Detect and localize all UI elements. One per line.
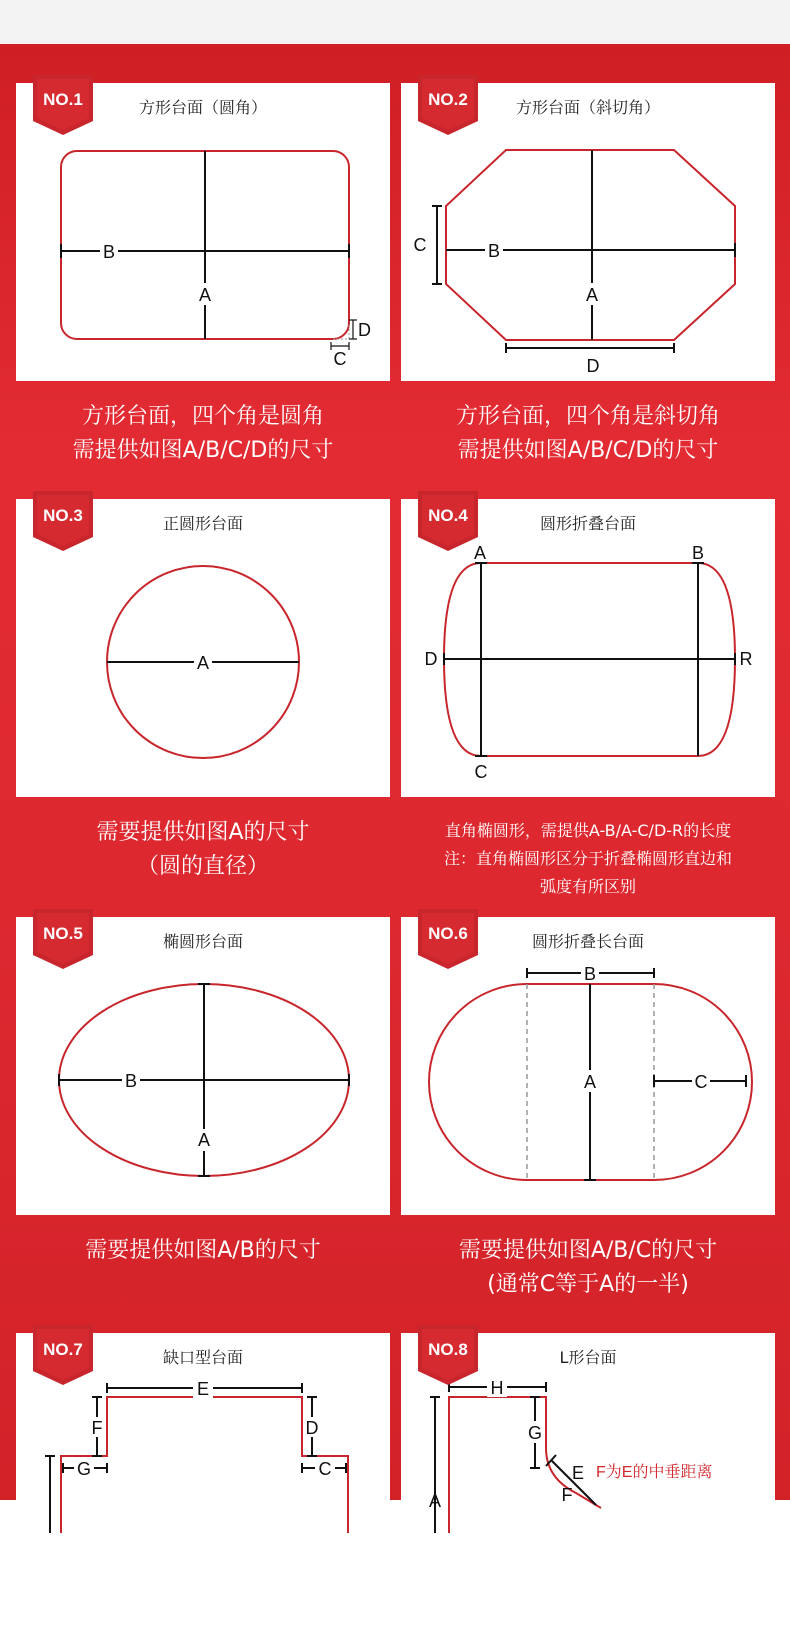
card-no6 — [401, 917, 775, 1215]
label-c: C — [474, 762, 488, 782]
label-a: A — [585, 285, 599, 305]
badge-no3 — [33, 491, 93, 557]
label-a: A — [196, 653, 210, 673]
caption-line: (通常C等于A的一半) — [487, 1272, 689, 1297]
card-title: 圆形折叠长台面 — [531, 932, 644, 951]
caption-no4 — [401, 817, 775, 901]
label-d: D — [424, 649, 438, 669]
label-g: G — [527, 1423, 543, 1443]
caption-line: 需要提供如图A的尺寸 — [96, 820, 310, 845]
label-d: D — [305, 1418, 319, 1438]
card-title: 方形台面（圆角） — [138, 98, 267, 117]
label-e: E — [571, 1463, 585, 1483]
label-c: C — [413, 235, 427, 255]
top-bar — [0, 0, 790, 44]
card-no2 — [401, 83, 775, 381]
label-c: C — [333, 349, 347, 369]
label-b: B — [583, 964, 597, 984]
label-r: R — [739, 649, 753, 669]
caption-line: 需提供如图A/B/C/D的尺寸 — [457, 438, 719, 463]
card-title: 圆形折叠台面 — [539, 514, 636, 533]
caption-line: 方形台面，四个角是斜切角 — [455, 404, 720, 429]
label-a: A — [198, 285, 212, 305]
badge-no1 — [33, 75, 93, 141]
label-e: E — [196, 1379, 210, 1399]
label-d: D — [358, 320, 371, 340]
badge-no2 — [418, 75, 478, 141]
badge-no4 — [418, 491, 478, 557]
note-text: F为E的中垂距离 — [596, 1464, 713, 1481]
caption-line: 方形台面，四个角是圆角 — [81, 404, 324, 429]
badge-label: NO.6 — [428, 924, 468, 943]
label-f: F — [561, 1485, 573, 1505]
badge-no6 — [418, 909, 478, 975]
label-a: A — [197, 1130, 211, 1150]
label-b: B — [102, 242, 116, 262]
badge-label: NO.2 — [428, 90, 468, 109]
badge-label: NO.4 — [428, 506, 468, 525]
label-c: C — [318, 1459, 332, 1479]
badge-label: NO.8 — [428, 1340, 468, 1359]
card-title: 缺口型台面 — [162, 1348, 243, 1367]
badge-label: NO.5 — [43, 924, 83, 943]
label-g: G — [76, 1459, 92, 1479]
label-b: B — [487, 241, 501, 261]
card-no8 — [401, 1333, 775, 1511]
label-b: B — [691, 543, 705, 563]
caption-line: 弧度有所区别 — [539, 877, 636, 896]
card-title: 方形台面（斜切角） — [515, 98, 660, 117]
caption-line: 需要提供如图A/B/C的尺寸 — [458, 1238, 718, 1263]
badge-label: NO.3 — [43, 506, 83, 525]
badge-no7 — [33, 1325, 93, 1391]
label-d: D — [586, 356, 600, 376]
label-a: A — [473, 543, 487, 563]
caption-line: （圆的直径） — [136, 854, 269, 879]
caption-line: 直角椭圆形，需提供A-B/A-C/D-R的长度 — [444, 821, 732, 840]
card-title: L形台面 — [559, 1348, 617, 1367]
badge-no8 — [418, 1325, 478, 1391]
caption-line: 注：直角椭圆形区分于折叠椭圆形直边和 — [443, 849, 732, 868]
badge-label: NO.7 — [43, 1340, 83, 1359]
caption-no2 — [401, 400, 775, 468]
card-no4 — [401, 499, 775, 797]
label-b: B — [124, 1071, 138, 1091]
badge-no5 — [33, 909, 93, 975]
label-a: A — [428, 1491, 442, 1511]
caption-no3 — [16, 816, 390, 884]
badge-label: NO.1 — [43, 90, 83, 109]
caption-no5 — [16, 1234, 390, 1268]
label-h: H — [490, 1378, 504, 1398]
card-title: 椭圆形台面 — [162, 932, 243, 951]
label-a: A — [583, 1072, 597, 1092]
card-no7 — [16, 1333, 390, 1500]
card-no3 — [16, 499, 390, 797]
caption-line: 需要提供如图A/B的尺寸 — [85, 1238, 321, 1263]
caption-line: 需提供如图A/B/C/D的尺寸 — [72, 438, 334, 463]
label-f: F — [91, 1418, 103, 1438]
caption-no1 — [16, 400, 390, 468]
caption-no6 — [401, 1234, 775, 1302]
card-no5 — [16, 917, 390, 1215]
label-c: C — [694, 1072, 708, 1092]
card-title: 正圆形台面 — [162, 514, 243, 533]
card-no1 — [16, 83, 390, 381]
